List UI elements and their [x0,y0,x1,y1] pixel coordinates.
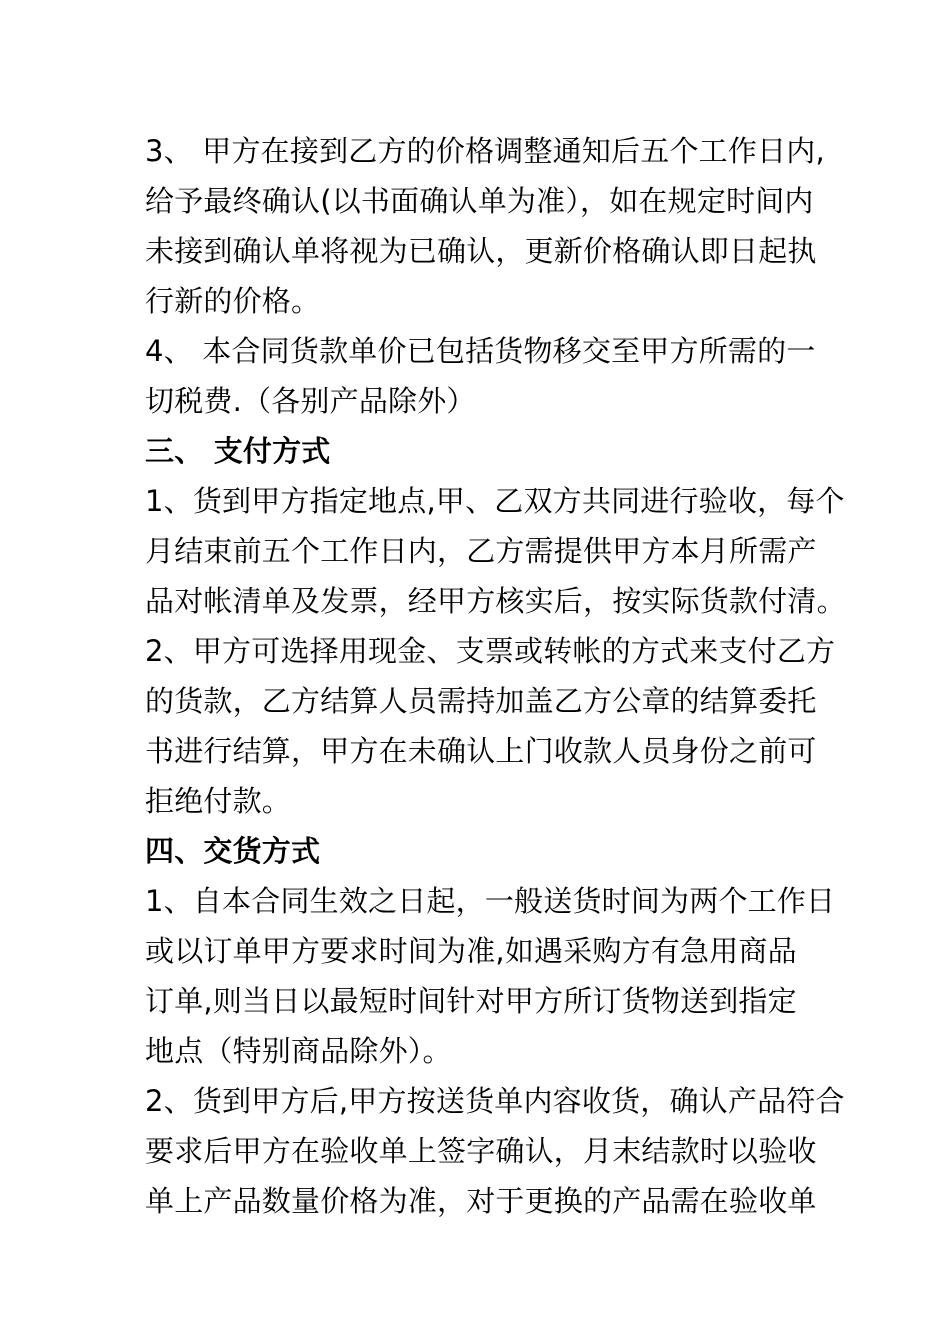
delivery-clause-1-line-1: 1、自本合同生效之日起，一般送货时间为两个工作日 [145,884,836,918]
section-heading-payment: 三、 支付方式 [145,434,331,468]
payment-clause-2-line-1: 2、甲方可选择用现金、支票或转帐的方式来支付乙方 [145,634,836,668]
payment-clause-2-line-3: 书进行结算，甲方在未确认上门收款人员身份之前可 [145,734,817,768]
delivery-clause-2-line-3: 单上产品数量价格为准，对于更换的产品需在验收单 [145,1184,817,1218]
payment-clause-1-line-2: 月结束前五个工作日内，乙方需提供甲方本月所需产 [145,534,817,568]
delivery-clause-1-line-2: 或以订单甲方要求时间为准,如遇采购方有急用商品 [145,934,797,968]
clause-4-line-2: 切税费.（各别产品除外） [145,384,476,418]
section-heading-delivery: 四、交货方式 [145,834,321,868]
clause-3-line-4: 行新的价格。 [145,284,321,318]
payment-clause-1-line-3: 品对帐清单及发票，经甲方核实后，按实际货款付清。 [145,584,846,618]
clause-3-line-2: 给予最终确认(以书面确认单为准），如在规定时间内 [145,184,814,218]
delivery-clause-1-line-3: 订单,则当日以最短时间针对甲方所订货物送到指定 [145,984,797,1018]
delivery-clause-2-line-1: 2、货到甲方后,甲方按送货单内容收货，确认产品符合 [145,1084,845,1118]
delivery-clause-2-line-2: 要求后甲方在验收单上签字确认，月末结款时以验收 [145,1134,817,1168]
clause-3-line-3: 未接到确认单将视为已确认，更新价格确认即日起执 [145,234,817,268]
clause-3-line-1: 3、 甲方在接到乙方的价格调整通知后五个工作日内, [145,134,825,168]
clause-4-line-1: 4、 本合同货款单价已包括货物移交至甲方所需的一 [145,334,816,368]
payment-clause-2-line-4: 拒绝付款。 [145,784,292,818]
payment-clause-2-line-2: 的货款，乙方结算人员需持加盖乙方公章的结算委托 [145,684,817,718]
delivery-clause-1-line-4: 地点（特别商品除外）。 [145,1034,452,1068]
payment-clause-1-line-1: 1、货到甲方指定地点,甲、乙双方共同进行验收，每个 [145,484,845,518]
document-page [145,126,846,1226]
